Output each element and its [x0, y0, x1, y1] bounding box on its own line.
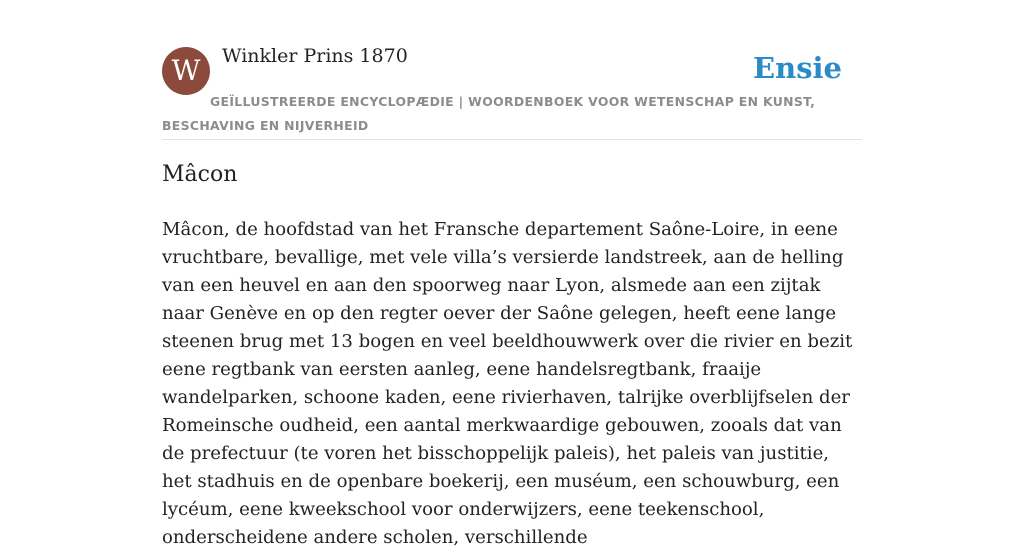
brand-logo[interactable]: Ensie	[753, 51, 842, 85]
avatar-letter: W	[171, 54, 201, 87]
header-divider	[162, 139, 862, 140]
source-subtitle: GEÏLLUSTREERDE ENCYCLOPÆDIE | WOORDENBOEK VOOR WETENSCHAP EN KUNST, BESCHAVING EN NIJVERHEID	[162, 94, 816, 133]
source-title[interactable]: Winkler Prins 1870	[222, 45, 408, 67]
source-avatar[interactable]	[162, 47, 210, 95]
article-body: Mâcon, de hoofdstad van het Fransche departement Saône-Loire, in eene vruchtbare, bevallige, met vele villa’s versierde landstreek, aan de helling van een heuvel en aan den spoorweg naar Lyon, alsmede aan een zijtak naar Genève en op den regter oever der Saône gelegen, heeft eene lange steenen brug met 13 bogen en veel beeldhouwwerk over die rivier en bezit eene regtbank van eersten aanleg, eene handelsregtbank, fraaije wandelparken, schoone kaden, eene rivierhaven, talrijke overblijfselen der Romeinsche oudheid, een aantal merkwaardige gebouwen, zooals dat van de prefectuur (te voren het bisschoppelijk paleis), het paleis van justitie, het stadhuis en de openbare boekerij, een muséum, een schouwburg, een lycéum, eene kweekschool voor onderwijzers, eene teekenschool, onderscheidene andere scholen, verschillende	[162, 219, 853, 548]
article-title: Mâcon	[162, 162, 238, 187]
